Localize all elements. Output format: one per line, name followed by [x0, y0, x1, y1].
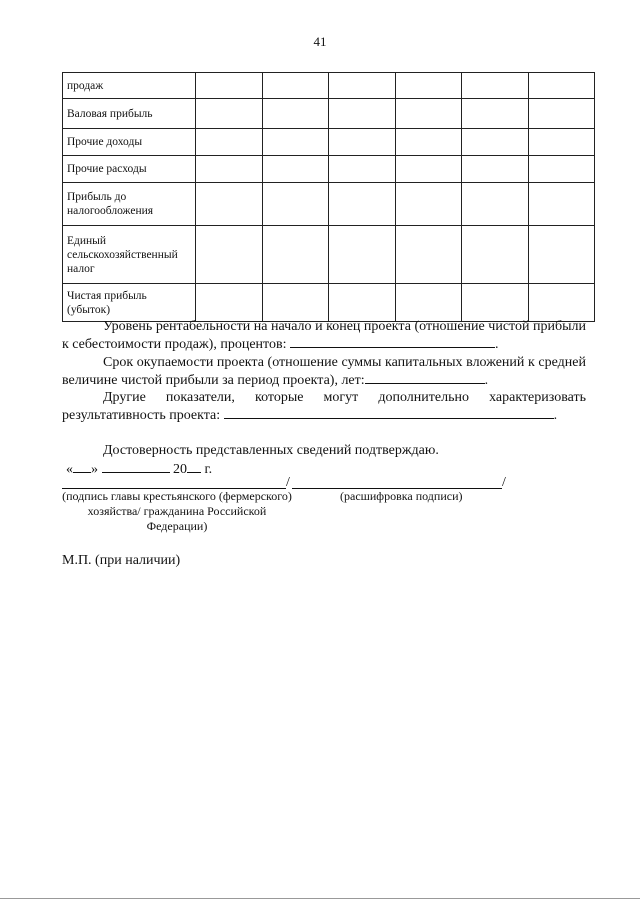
- date-day-blank[interactable]: [73, 460, 91, 473]
- date-open-quote: «: [66, 462, 73, 477]
- row-label: Единый сельскохозяйственный налог: [63, 226, 196, 284]
- profitability-text: Уровень рентабельности на начало и конец проекта (отношение чистой прибыли к себестоимости продаж), процентов:: [62, 319, 586, 352]
- signature-slash-1: /: [286, 475, 290, 490]
- table-cell[interactable]: [196, 156, 263, 183]
- table-row: [63, 99, 595, 129]
- table-cell[interactable]: [462, 73, 529, 99]
- other-text: Другие показатели, которые могут дополнительно характеризовать результативность проекта:: [62, 390, 586, 423]
- table-row: [63, 284, 595, 322]
- table-cell[interactable]: [196, 183, 263, 226]
- table-cell[interactable]: [329, 99, 396, 129]
- table-cell[interactable]: [462, 284, 529, 322]
- signature-decoding-caption: (расшифровка подписи): [340, 489, 463, 503]
- table-cell[interactable]: [528, 73, 595, 99]
- table-cell[interactable]: [528, 284, 595, 322]
- table-row: [63, 73, 595, 99]
- profitability-blank[interactable]: [290, 335, 495, 348]
- table-cell[interactable]: [196, 99, 263, 129]
- table-row: [63, 129, 595, 156]
- table-cell[interactable]: [262, 284, 329, 322]
- table-cell[interactable]: [329, 226, 396, 284]
- table-cell[interactable]: [262, 73, 329, 99]
- profitability-paragraph: Уровень рентабельности на начало и конец проекта (отношение чистой прибыли к себестоимости продаж), процентов: .: [62, 319, 586, 352]
- table-row: [63, 226, 595, 284]
- date-line: [66, 460, 212, 478]
- table-cell[interactable]: [528, 129, 595, 156]
- table-cell[interactable]: [395, 183, 462, 226]
- table-cell[interactable]: [329, 73, 396, 99]
- table-cell[interactable]: [395, 284, 462, 322]
- table-cell[interactable]: [462, 226, 529, 284]
- table-cell[interactable]: [196, 226, 263, 284]
- row-label: Валовая прибыль: [63, 99, 196, 129]
- table-row: [63, 156, 595, 183]
- table-cell[interactable]: [395, 226, 462, 284]
- row-label: продаж: [63, 73, 196, 99]
- table-cell[interactable]: [262, 129, 329, 156]
- table-cell[interactable]: [395, 156, 462, 183]
- table-cell[interactable]: [262, 226, 329, 284]
- table-cell[interactable]: [462, 99, 529, 129]
- table-cell[interactable]: [329, 183, 396, 226]
- table-cell[interactable]: [528, 156, 595, 183]
- payback-blank[interactable]: [365, 371, 485, 384]
- bottom-scan-edge: [0, 898, 640, 899]
- table-cell[interactable]: [196, 284, 263, 322]
- table-cell[interactable]: [528, 99, 595, 129]
- table-row: [63, 183, 595, 226]
- table-cell[interactable]: [329, 156, 396, 183]
- date-month-blank[interactable]: [102, 460, 170, 473]
- payback-paragraph: Срок окупаемости проекта (отношение суммы капитальных вложений к средней величине чистой прибыли за период проекта), лет: .: [62, 355, 586, 388]
- financial-table: [62, 72, 595, 322]
- signature-slash-2: /: [502, 475, 506, 490]
- row-label: Прочие доходы: [63, 129, 196, 156]
- table-cell[interactable]: [395, 129, 462, 156]
- table-cell[interactable]: [196, 129, 263, 156]
- signature-caption: (подпись главы крестьянского (фермерского) хозяйства/ гражданина Российской Федерации): [62, 489, 292, 533]
- row-label: Прочие расходы: [63, 156, 196, 183]
- table-cell[interactable]: [528, 226, 595, 284]
- table-cell[interactable]: [262, 156, 329, 183]
- page-number: 41: [313, 34, 327, 49]
- payback-text: Срок окупаемости проекта (отношение суммы капитальных вложений к средней величине чистой прибыли за период проекта), лет:: [62, 355, 586, 388]
- stamp-note: М.П. (при наличии): [62, 553, 181, 568]
- table-cell[interactable]: [262, 99, 329, 129]
- table-cell[interactable]: [462, 129, 529, 156]
- table-cell[interactable]: [528, 183, 595, 226]
- table-cell[interactable]: [196, 73, 263, 99]
- row-label: Прибыль до налогообложения: [63, 183, 196, 226]
- other-blank[interactable]: [224, 406, 554, 419]
- table-cell[interactable]: [395, 73, 462, 99]
- date-close-quote: »: [91, 462, 98, 477]
- row-label: Чистая прибыль (убыток): [63, 284, 196, 322]
- table-cell[interactable]: [329, 284, 396, 322]
- table-cell[interactable]: [262, 183, 329, 226]
- date-year-suffix: г.: [204, 462, 213, 477]
- table-cell[interactable]: [462, 156, 529, 183]
- date-year-blank[interactable]: [187, 460, 201, 473]
- table-cell[interactable]: [462, 183, 529, 226]
- date-year-prefix: 20: [173, 462, 187, 477]
- table-cell[interactable]: [395, 99, 462, 129]
- other-paragraph: Другие показатели, которые могут дополнительно характеризовать результативность проекта: .: [62, 390, 586, 423]
- table-cell[interactable]: [329, 129, 396, 156]
- confirmation-text: Достоверность представленных сведений подтверждаю.: [103, 443, 439, 458]
